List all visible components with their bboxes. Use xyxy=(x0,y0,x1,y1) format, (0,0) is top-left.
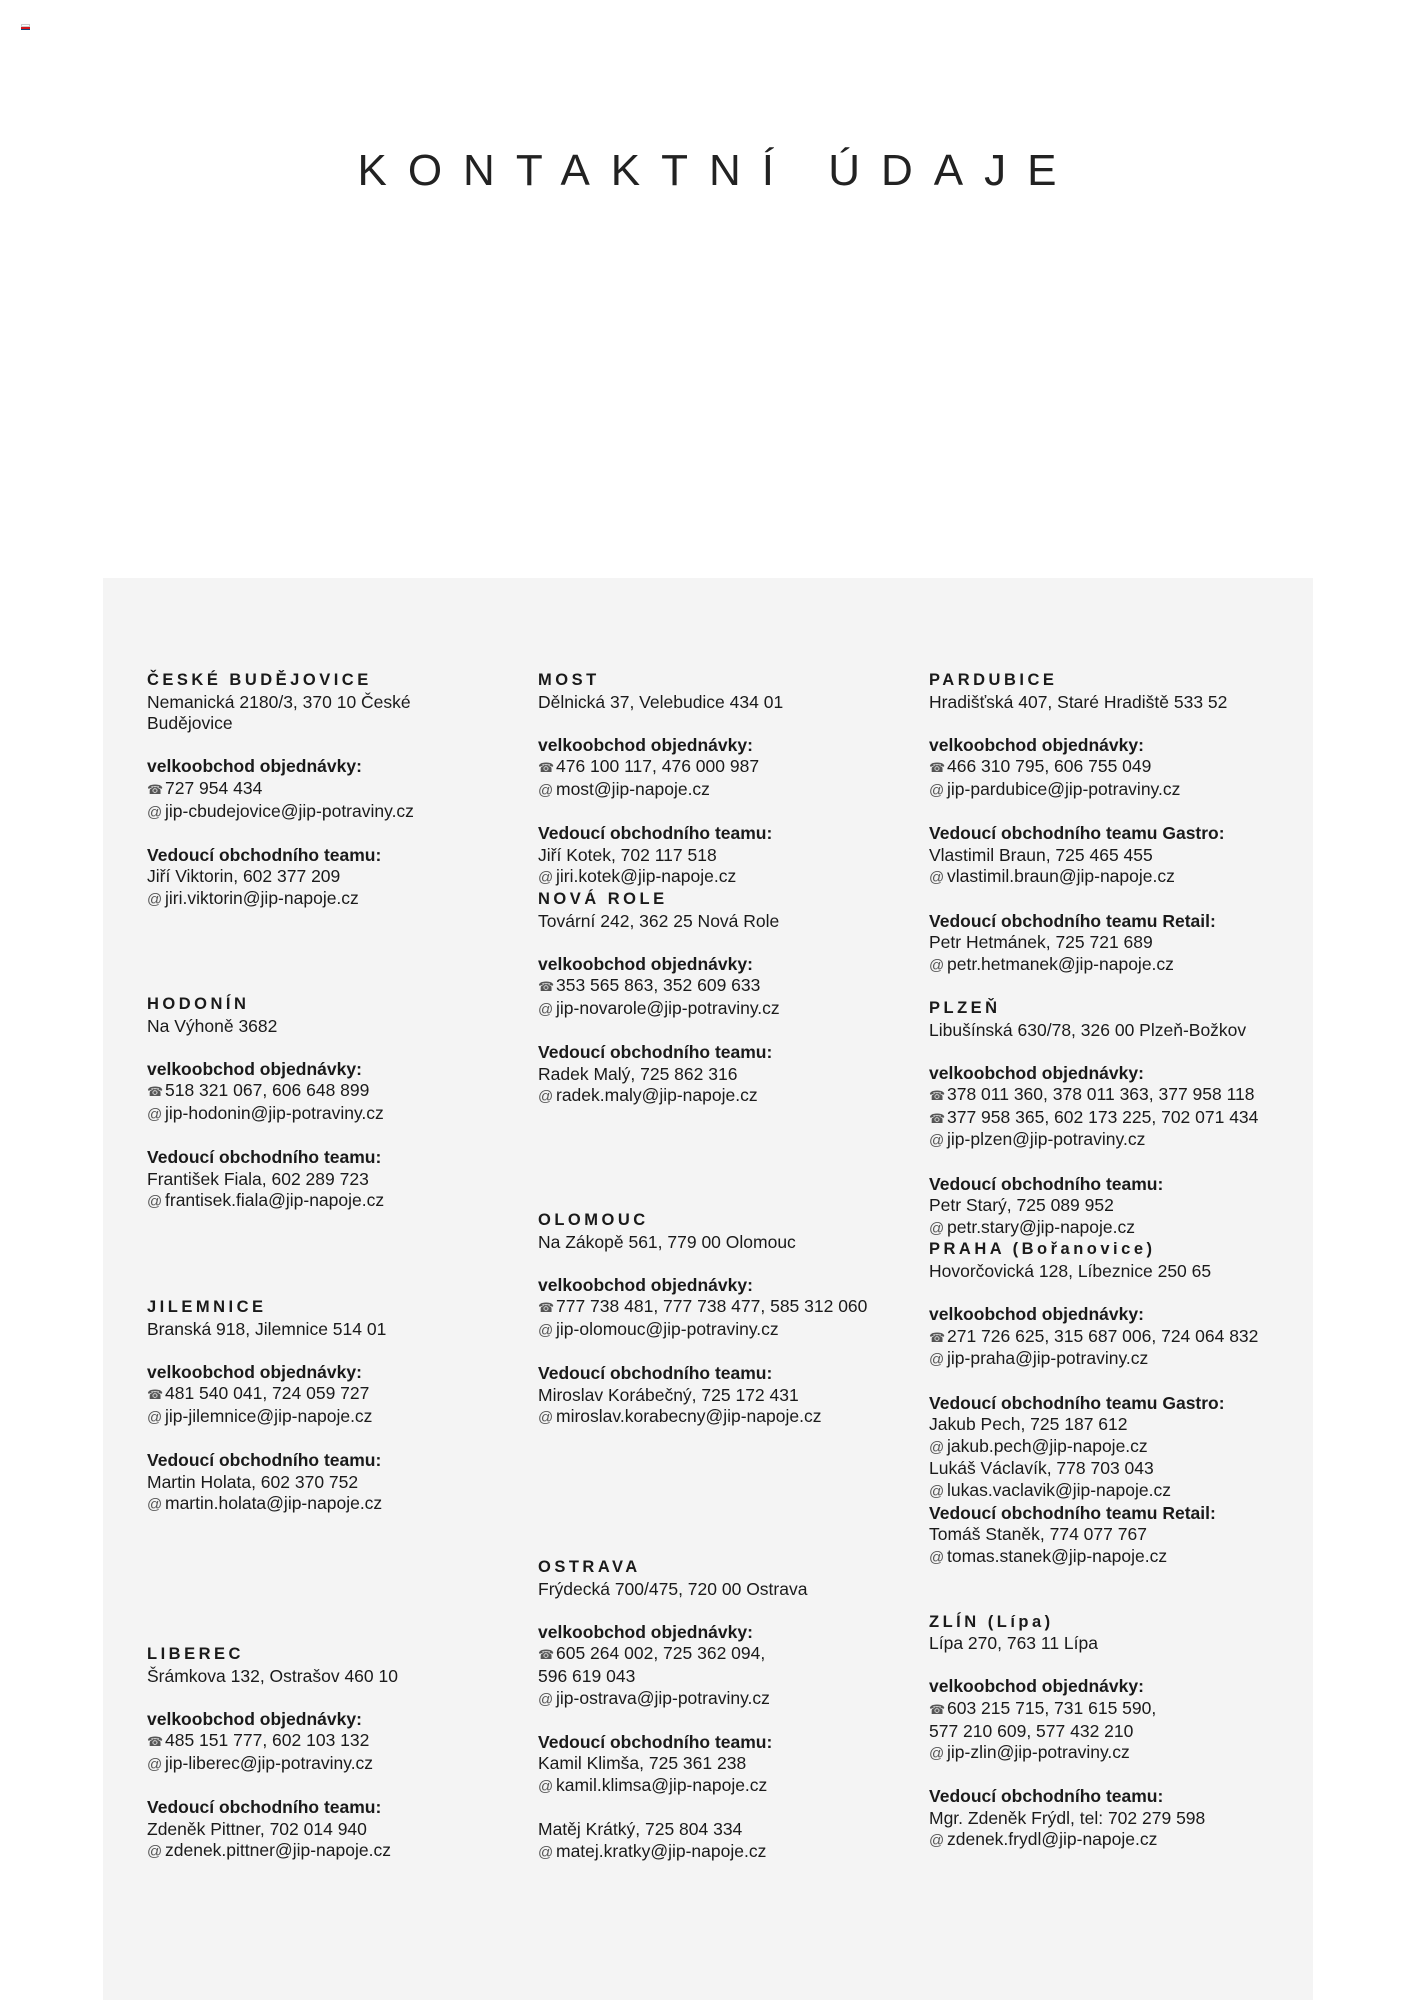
email-icon xyxy=(538,1842,556,1864)
email-icon xyxy=(929,1743,947,1765)
email-link[interactable]: jakub.pech@jip-napoje.cz xyxy=(947,1435,1148,1456)
address: Branská 918, Jilemnice 514 01 xyxy=(147,1318,387,1339)
email-link[interactable]: martin.holata@jip-napoje.cz xyxy=(165,1493,383,1514)
address: Tovární 242, 362 25 Nová Role xyxy=(538,910,780,931)
wholesale-label: velkoobchod objednávky: xyxy=(147,1058,362,1079)
office-most xyxy=(538,670,908,1108)
team-lead-label: Vedoucí obchodního teamu: xyxy=(538,823,773,844)
phone-icon xyxy=(538,976,556,998)
team-lead-name: Radek Malý, 725 862 316 xyxy=(538,1063,738,1084)
city-name: PARDUBICE xyxy=(929,671,1058,689)
city-name: JILEMNICE xyxy=(147,1298,267,1316)
team-lead-gastro-label: Vedoucí obchodního teamu Gastro: xyxy=(929,1392,1225,1413)
phone-link[interactable]: 777 738 481, 777 738 477, 585 312 060 xyxy=(556,1296,868,1317)
email-link[interactable]: radek.maly@jip-napoje.cz xyxy=(556,1085,758,1106)
email-link[interactable]: jip-pardubice@jip-potraviny.cz xyxy=(947,778,1181,799)
team-lead-name: Kamil Klimša, 725 361 238 xyxy=(538,1753,747,1774)
team-lead-label: Vedoucí obchodního teamu: xyxy=(538,1731,773,1752)
city-name: OSTRAVA xyxy=(538,1558,641,1576)
email-icon xyxy=(929,780,947,802)
city-name: PRAHA (Bořanovice) xyxy=(929,1240,1156,1259)
email-icon xyxy=(538,999,556,1021)
office-jilemnice xyxy=(147,1297,517,1516)
wholesale-label: velkoobchod objednávky: xyxy=(538,1621,753,1642)
email-link[interactable]: jiri.viktorin@jip-napoje.cz xyxy=(165,887,359,908)
email-icon xyxy=(929,955,947,977)
email-icon xyxy=(929,1437,947,1459)
email-icon xyxy=(538,1086,556,1108)
email-icon xyxy=(929,1130,947,1152)
phone-link[interactable]: 353 565 863, 352 609 633 xyxy=(556,975,761,996)
team-lead-name: Petr Starý, 725 089 952 xyxy=(929,1195,1114,1216)
city-name: OLOMOUC xyxy=(538,1211,649,1229)
email-icon xyxy=(147,889,165,911)
phone-icon xyxy=(147,1384,165,1406)
email-icon xyxy=(147,1494,165,1516)
wholesale-label: velkoobchod objednávky: xyxy=(929,1062,1144,1083)
phone-icon xyxy=(929,1108,947,1130)
address: Na Výhoně 3682 xyxy=(147,1015,278,1036)
office-pardubice xyxy=(929,670,1299,1852)
email-link[interactable]: jiri.kotek@jip-napoje.cz xyxy=(556,866,737,887)
phone-link[interactable]: 603 215 715, 731 615 590, xyxy=(947,1697,1157,1718)
email-link[interactable]: kamil.klimsa@jip-napoje.cz xyxy=(556,1774,768,1795)
team-lead-label: Vedoucí obchodního teamu: xyxy=(147,1797,382,1818)
team-lead-name: František Fiala, 602 289 723 xyxy=(147,1168,369,1189)
team-lead-name: Jiří Viktorin, 602 377 209 xyxy=(147,866,341,887)
team-lead-name: Vlastimil Braun, 725 465 455 xyxy=(929,844,1153,865)
wholesale-label: velkoobchod objednávky: xyxy=(538,953,753,974)
wholesale-label: velkoobchod objednávky: xyxy=(147,756,362,777)
phone-link[interactable]: 518 321 067, 606 648 899 xyxy=(165,1080,370,1101)
phone-link[interactable]: 481 540 041, 724 059 727 xyxy=(165,1383,370,1404)
phone-link[interactable]: 377 958 365, 602 173 225, 702 071 434 xyxy=(947,1106,1259,1127)
wholesale-label: velkoobchod objednávky: xyxy=(929,734,1144,755)
email-link[interactable]: tomas.stanek@jip-napoje.cz xyxy=(947,1545,1168,1566)
email-icon xyxy=(538,1407,556,1429)
city-name: ČESKÉ BUDĚJOVICE xyxy=(147,671,372,689)
phone-link[interactable]: 476 100 117, 476 000 987 xyxy=(556,756,760,777)
email-link[interactable]: petr.stary@jip-napoje.cz xyxy=(947,1216,1135,1237)
team-lead-gastro-label: Vedoucí obchodního teamu Gastro: xyxy=(929,823,1225,844)
office-liberec xyxy=(147,1644,517,1863)
email-link[interactable]: jip-novarole@jip-potraviny.cz xyxy=(556,997,780,1018)
city-name: PLZEŇ xyxy=(929,998,1001,1017)
phone-link[interactable]: 466 310 795, 606 755 049 xyxy=(947,756,1152,777)
email-icon xyxy=(147,1407,165,1429)
email-link[interactable]: zdenek.frydl@jip-napoje.cz xyxy=(947,1829,1158,1850)
wholesale-label: velkoobchod objednávky: xyxy=(147,1361,362,1382)
phone-icon xyxy=(929,757,947,779)
address: Libušínská 630/78, 326 00 Plzeň-Božkov xyxy=(929,1019,1247,1040)
email-icon xyxy=(538,867,556,889)
team-lead-name: Miroslav Korábečný, 725 172 431 xyxy=(538,1384,799,1405)
team-lead-retail-label: Vedoucí obchodního teamu Retail: xyxy=(929,910,1216,931)
phone-icon xyxy=(538,1644,556,1666)
address: Dělnická 37, Velebudice 434 01 xyxy=(538,691,784,712)
phone-icon xyxy=(929,1699,947,1721)
czech-flag-icon xyxy=(21,24,30,30)
team-lead-label: Vedoucí obchodního teamu: xyxy=(538,1042,773,1063)
phone-icon xyxy=(147,779,165,801)
city-name: ZLÍN (Lípa) xyxy=(929,1612,1054,1631)
address: Lípa 270, 763 11 Lípa xyxy=(929,1633,1098,1654)
email-icon xyxy=(929,867,947,889)
email-icon xyxy=(538,780,556,802)
phone-link[interactable]: 378 011 360, 378 011 363, 377 958 118 xyxy=(947,1084,1255,1105)
phone-link[interactable]: 485 151 777, 602 103 132 xyxy=(165,1730,370,1751)
wholesale-label: velkoobchod objednávky: xyxy=(538,734,753,755)
email-link[interactable]: jip-cbudejovice@jip-potraviny.cz xyxy=(165,800,414,821)
office-ceske-budejovice xyxy=(147,670,517,911)
phone-link[interactable]: 596 619 043 xyxy=(538,1665,636,1686)
email-icon xyxy=(147,1104,165,1126)
phone-icon xyxy=(929,1085,947,1107)
city-name: MOST xyxy=(538,671,600,689)
email-link[interactable]: frantisek.fiala@jip-napoje.cz xyxy=(165,1190,385,1211)
email-link[interactable]: miroslav.korabecny@jip-napoje.cz xyxy=(556,1406,822,1427)
team-lead-retail-label: Vedoucí obchodního teamu Retail: xyxy=(929,1502,1216,1523)
email-link[interactable]: matej.kratky@jip-napoje.cz xyxy=(556,1840,767,1861)
address: Na Zákopě 561, 779 00 Olomouc xyxy=(538,1231,796,1252)
email-link[interactable]: jip-praha@jip-potraviny.cz xyxy=(947,1348,1149,1369)
team-lead-name: Mgr. Zdeněk Frýdl, tel: 702 279 598 xyxy=(929,1807,1206,1828)
team-lead-name: Petr Hetmánek, 725 721 689 xyxy=(929,932,1153,953)
team-lead-label: Vedoucí obchodního teamu: xyxy=(147,1450,382,1471)
email-icon xyxy=(538,1776,556,1798)
phone-icon xyxy=(147,1081,165,1103)
team-lead-name: Matěj Krátký, 725 804 334 xyxy=(538,1819,743,1840)
wholesale-label: velkoobchod objednávky: xyxy=(929,1676,1144,1697)
email-link[interactable]: jip-zlin@jip-potraviny.cz xyxy=(947,1742,1130,1763)
phone-link[interactable]: 577 210 609, 577 432 210 xyxy=(929,1720,1134,1741)
phone-icon xyxy=(538,1297,556,1319)
phone-link[interactable]: 727 954 434 xyxy=(165,777,263,798)
email-icon xyxy=(929,1218,947,1240)
wholesale-label: velkoobchod objednávky: xyxy=(538,1274,753,1295)
wholesale-label: velkoobchod objednávky: xyxy=(929,1304,1144,1325)
email-icon xyxy=(538,1689,556,1711)
email-icon xyxy=(147,1841,165,1863)
office-olomouc xyxy=(538,1210,908,1429)
phone-link[interactable]: 271 726 625, 315 687 006, 724 064 832 xyxy=(947,1325,1259,1346)
phone-icon xyxy=(929,1327,947,1349)
email-link[interactable]: jip-liberec@jip-potraviny.cz xyxy=(165,1752,374,1773)
email-link[interactable]: jip-plzen@jip-potraviny.cz xyxy=(947,1129,1146,1150)
address: Nemanická 2180/3, 370 10 České xyxy=(147,691,411,712)
phone-icon xyxy=(538,757,556,779)
office-hodonin xyxy=(147,994,517,1213)
team-lead-name: Tomáš Staněk, 774 077 767 xyxy=(929,1524,1147,1545)
team-lead-name: Jakub Pech, 725 187 612 xyxy=(929,1414,1128,1435)
team-lead-label: Vedoucí obchodního teamu: xyxy=(929,1786,1164,1807)
email-icon xyxy=(929,1547,947,1569)
page-title: KONTAKTNÍ ÚDAJE xyxy=(357,146,1078,195)
team-lead-label: Vedoucí obchodního teamu: xyxy=(147,844,382,865)
email-link[interactable]: jip-ostrava@jip-potraviny.cz xyxy=(556,1687,770,1708)
email-icon xyxy=(147,802,165,824)
team-lead-name: Martin Holata, 602 370 752 xyxy=(147,1471,359,1492)
email-link[interactable]: zdenek.pittner@jip-napoje.cz xyxy=(165,1840,391,1861)
wholesale-label: velkoobchod objednávky: xyxy=(147,1708,362,1729)
phone-link[interactable]: 605 264 002, 725 362 094, xyxy=(556,1643,766,1664)
address: Budějovice xyxy=(147,713,233,734)
email-icon xyxy=(147,1191,165,1213)
email-icon xyxy=(929,1481,947,1503)
city-name: NOVÁ ROLE xyxy=(538,889,668,908)
email-link[interactable]: jip-hodonin@jip-potraviny.cz xyxy=(165,1102,384,1123)
team-lead-label: Vedoucí obchodního teamu: xyxy=(929,1173,1164,1194)
email-icon xyxy=(929,1349,947,1371)
email-link[interactable]: vlastimil.braun@jip-napoje.cz xyxy=(947,866,1175,887)
team-lead-name: Jiří Kotek, 702 117 518 xyxy=(538,844,717,865)
email-link[interactable]: petr.hetmanek@jip-napoje.cz xyxy=(947,953,1174,974)
address: Frýdecká 700/475, 720 00 Ostrava xyxy=(538,1578,808,1599)
address: Hradišťská 407, Staré Hradiště 533 52 xyxy=(929,691,1228,712)
city-name: HODONÍN xyxy=(147,995,250,1013)
email-icon xyxy=(538,1320,556,1342)
email-link[interactable]: lukas.vaclavik@jip-napoje.cz xyxy=(947,1479,1171,1500)
email-link[interactable]: most@jip-napoje.cz xyxy=(556,778,710,799)
city-name: LIBEREC xyxy=(147,1645,244,1663)
office-ostrava xyxy=(538,1557,908,1863)
team-lead-name: Zdeněk Pittner, 702 014 940 xyxy=(147,1818,367,1839)
team-lead-name: Lukáš Václavík, 778 703 043 xyxy=(929,1458,1154,1479)
email-link[interactable]: jip-jilemnice@jip-napoje.cz xyxy=(165,1405,373,1426)
email-link[interactable]: jip-olomouc@jip-potraviny.cz xyxy=(556,1318,779,1339)
team-lead-label: Vedoucí obchodního teamu: xyxy=(147,1147,382,1168)
email-icon xyxy=(929,1830,947,1852)
email-icon xyxy=(147,1754,165,1776)
address: Šrámkova 132, Ostrašov 460 10 xyxy=(147,1665,398,1686)
address: Hovorčovická 128, Líbeznice 250 65 xyxy=(929,1261,1212,1282)
phone-icon xyxy=(147,1731,165,1753)
team-lead-label: Vedoucí obchodního teamu: xyxy=(538,1363,773,1384)
